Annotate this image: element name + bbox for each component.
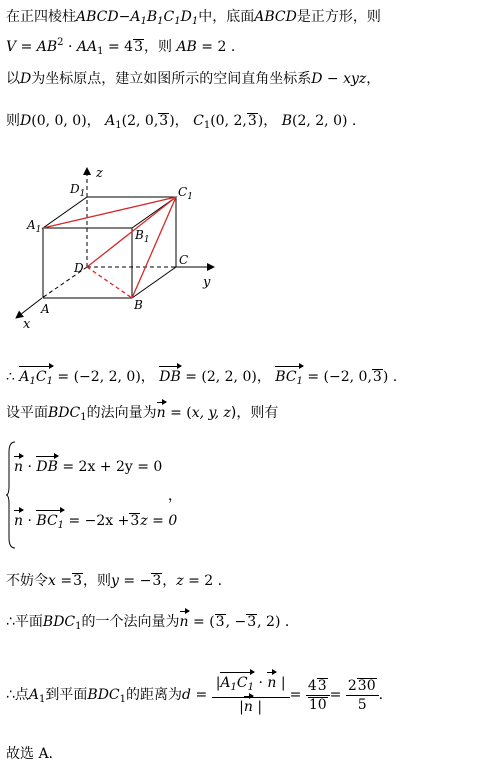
text: )，则有	[230, 405, 279, 421]
math: ABCD	[76, 9, 119, 25]
text-line-8	[6, 613, 289, 636]
text: ∴点	[6, 687, 29, 703]
text: 的法向量为	[86, 405, 157, 421]
text: ，则	[83, 573, 112, 589]
math: −	[118, 9, 131, 25]
math: 1	[75, 621, 82, 632]
math: (2, 2, 0) .	[292, 113, 357, 129]
text-line-4	[6, 112, 356, 135]
math: =	[329, 687, 342, 703]
math: ，	[162, 573, 177, 589]
fraction-distance	[212, 674, 290, 716]
text-line-9	[6, 665, 383, 730]
math: = 2 .	[183, 573, 223, 589]
label-A: A	[41, 302, 50, 316]
text: ，	[366, 71, 381, 87]
math: 1	[39, 694, 46, 705]
label-D: D	[74, 261, 84, 275]
math: = 2x + 2y = 0	[57, 459, 163, 475]
math: C	[193, 113, 204, 129]
math: B	[281, 113, 292, 129]
text: 则	[6, 113, 20, 129]
math: )，	[169, 113, 189, 129]
label-C: C	[179, 253, 189, 267]
vector: $BC_1$	[36, 512, 64, 535]
math: = (−2, 0,	[302, 369, 372, 385]
vector: n	[14, 459, 24, 475]
text-line-10	[6, 745, 53, 763]
label-z: z	[96, 166, 103, 181]
text: 的一个法向量为	[81, 614, 180, 630]
math: AB	[176, 39, 197, 55]
fraction-result: $\frac{230}{5}$	[346, 677, 379, 714]
label-C1: $C_1$	[178, 185, 193, 202]
frac-numerator: $|A_1C_1 \cdot n$ |	[212, 674, 290, 698]
math: z	[176, 573, 184, 589]
text-line-3	[6, 70, 380, 88]
math: d	[182, 687, 191, 703]
math: ) .	[382, 369, 398, 385]
math: V	[6, 39, 17, 55]
vector: n	[179, 614, 189, 630]
sqrt: 3	[247, 614, 257, 630]
text-line-2	[6, 34, 235, 61]
math: ·	[23, 513, 37, 529]
system-comma: ，	[168, 488, 182, 504]
sqrt: 3	[159, 113, 169, 129]
vector: n	[14, 513, 24, 529]
math: = 4	[103, 39, 134, 55]
math: = (−2, 2, 0)，	[52, 369, 155, 385]
sqrt: 3	[134, 39, 143, 55]
math: BDC	[48, 405, 81, 421]
math: AA	[76, 39, 98, 55]
math: = (	[188, 614, 215, 630]
math: D	[20, 71, 32, 87]
math: $A_1B_1C_1D_1$	[130, 9, 199, 27]
sqrt: 3	[215, 614, 225, 630]
math: ∴	[6, 369, 15, 385]
text: 中，底面	[198, 9, 255, 25]
math: (0, 0, 0)，	[31, 113, 101, 129]
sqrt: 3	[152, 573, 162, 589]
math: =	[289, 687, 302, 703]
math: y	[111, 573, 119, 589]
text: 是正方形，则	[296, 9, 381, 25]
math: ·	[63, 39, 77, 55]
math: AB	[36, 39, 58, 55]
fraction-value: $\frac{43}{10}$	[306, 677, 330, 714]
math: D − xyz	[311, 71, 367, 87]
label-B1: $B_1$	[135, 228, 150, 245]
vector: DB	[36, 459, 58, 475]
math: z = 0	[140, 513, 178, 529]
math: 1	[203, 120, 211, 131]
math: ABCD	[254, 9, 297, 25]
text: 不妨令	[6, 573, 48, 589]
math: , 2) .	[257, 614, 290, 630]
math: = −	[118, 573, 152, 589]
text: 在正四棱柱	[6, 9, 76, 25]
label-A1: $A_1$	[27, 218, 42, 235]
math: 1	[80, 412, 87, 423]
math: (2, 0,	[121, 113, 159, 129]
text-line-6	[6, 404, 278, 427]
math: BDC	[87, 687, 120, 703]
math: A	[28, 687, 40, 703]
math: = −2x +	[64, 513, 130, 529]
math: )，	[257, 113, 278, 129]
sqrt: 3	[247, 113, 257, 129]
text: 的距离为	[126, 687, 183, 703]
math: =	[55, 573, 73, 589]
vector: n	[156, 405, 166, 421]
vector: $BC_1$	[275, 368, 303, 391]
math: (0, 2,	[210, 113, 247, 129]
math: 1	[119, 694, 127, 705]
x-axis	[16, 298, 42, 318]
text-line-1	[6, 8, 381, 31]
text: 设平面	[6, 405, 48, 421]
math: ·	[23, 459, 37, 475]
math: = (	[165, 405, 192, 421]
text: 到平面	[45, 687, 88, 703]
text-line-7	[6, 572, 222, 590]
vector: DB	[159, 369, 181, 385]
math: 2	[57, 37, 64, 48]
text: 以	[6, 71, 20, 87]
text: 故选	[6, 746, 34, 762]
text-line-5	[6, 368, 397, 391]
answer: A.	[34, 746, 54, 762]
math: x, y, z	[191, 405, 231, 421]
text: 为坐标原点，建立如图所示的空间直角坐标系	[31, 71, 312, 87]
system-eq-2	[14, 512, 177, 535]
sqrt: 3	[130, 513, 140, 529]
math: x	[48, 573, 56, 589]
label-B: B	[134, 298, 143, 312]
text: ，则	[143, 39, 177, 55]
frac-denominator: |n |	[239, 699, 263, 715]
math: A	[105, 113, 116, 129]
sqrt: 3	[372, 369, 382, 385]
math: .	[378, 687, 384, 703]
math: BDC	[42, 614, 76, 630]
math: 1	[97, 46, 104, 57]
text: ∴平面	[6, 614, 43, 630]
line-DB	[87, 267, 132, 298]
sqrt: 3	[73, 573, 83, 589]
prism-figure	[6, 160, 221, 335]
math: , −	[225, 614, 247, 630]
label-x: x	[23, 317, 31, 332]
math: =	[191, 687, 208, 703]
math: D	[20, 113, 32, 129]
label-D1: $D_1$	[70, 182, 86, 199]
system-eq-1	[14, 458, 162, 476]
vector: $A_1C_1$	[19, 368, 53, 391]
label-y: y	[203, 275, 211, 290]
math: 1	[115, 120, 122, 131]
math: = (2, 2, 0)，	[180, 369, 271, 385]
math: =	[16, 39, 37, 55]
math: = 2 .	[196, 39, 236, 55]
